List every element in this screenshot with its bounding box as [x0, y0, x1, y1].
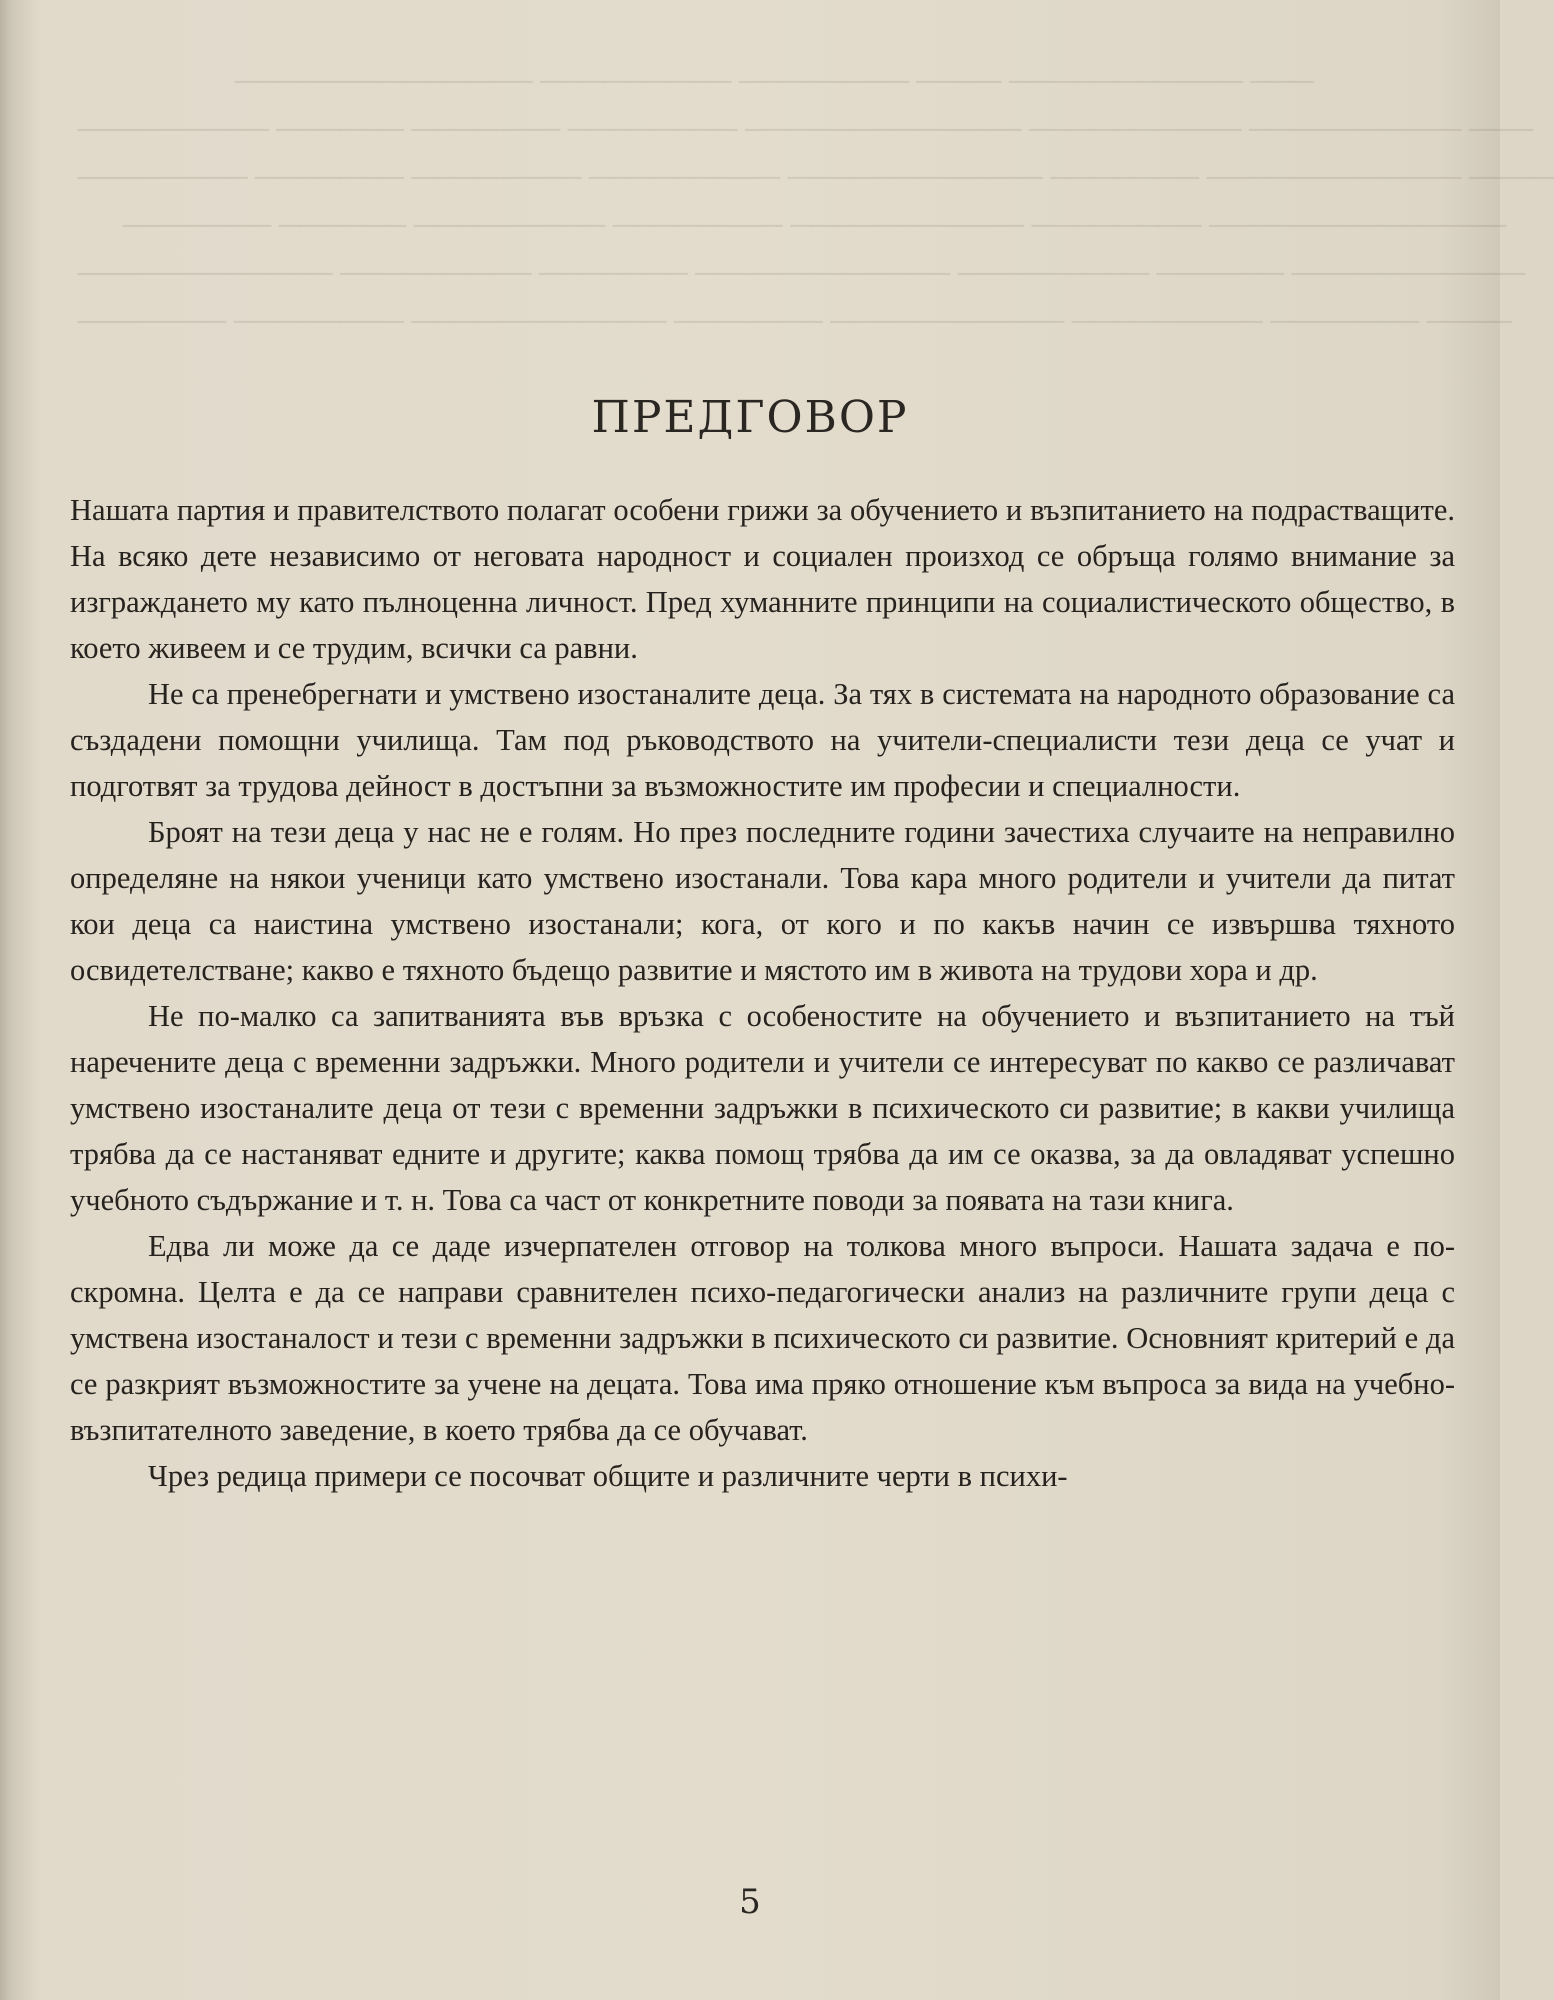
paragraph: Едва ли може да се даде изчерпателен отговор на толкова много въпроси. Нашата задача е по-скромна. Целта е да се направи сравнителен психо-педагогически анализ на различните групи деца с умствена изостаналост и тези с временни задръжки в психическото си развитие. Основният критерий е да се разкрият възможностите за учене на децата. Това има пряко отношение към въпроса за вида на учебно-възпитателното заведение, в което трябва да се обучават.: [70, 1229, 1455, 1447]
paragraph: Чрез редица примери се посочват общите и различните черти в психи-: [148, 1459, 1068, 1493]
paragraph: Нашата партия и правителството полагат особени грижи за обучението и възпитанието на подрастващите. На всяко дете независимо от неговата народност и социален произход се обръща голямо внимание за изграждането му като пълноценна личност. Пред хуманните принципи на социалистическото общество, в което живеем и се трудим, всички са равни.: [70, 493, 1455, 665]
paragraph: Броят на тези деца у нас не е голям. Но през последните години зачестиха случаите на неправилно определяне на някои ученици като умствено изостанали. Това кара много родители и учители да питат кои деца са наистина умствено изостанали; кога, от кого и по какъв начин се извършва тяхното освидетелстване; какво е тяхното бъдещо развитие и мястото им в живота на трудови хора и др.: [70, 815, 1455, 987]
page-title: ПРЕДГОВОР: [591, 392, 909, 443]
paragraph: Не са пренебрегнати и умствено изостаналите деца. За тях в системата на народното образование са създадени помощни училища. Там под ръководството на учители-специалисти тези деца се учат и подготвят за трудова дейност в достъпни за възможностите им професии и специалности.: [70, 677, 1455, 803]
paragraph: Не по-малко са запитванията във връзка с особеностите на обучението и възпитанието на тъй наречените деца с временни задръжки. Много родители и учители се интересуват по какво се различават умствено изостаналите деца от тези с временни задръжки в психическото си развитие; в какви училища трябва да се настаняват едните и другите; каква помощ трябва да им се оказва, за да овладяват успешно учебното съдържание и т. н. Това са част от конкретните поводи за появата на тази книга.: [70, 999, 1455, 1217]
page-number: 5: [739, 1882, 761, 1922]
body-text: [70, 487, 1455, 1499]
show-through-texture: ────────────── ───────── ──────── ──── ─────────── ─── ───────── ────── ─────── ──────── ───────────── ────────── ────────── ─── ──────── ─────── ──────── ───────── ──────────── ─────── ──────────── ──── ─────── ────── ───────── ──────── ─────────── ──────── ────────────── ──────────── ───────── ─────── ──────────── ───────── ────── ─────────── ─────── ──────── ──────────── ─────── ─────────── ───────── ─────── ────: [77, 65, 1554, 338]
